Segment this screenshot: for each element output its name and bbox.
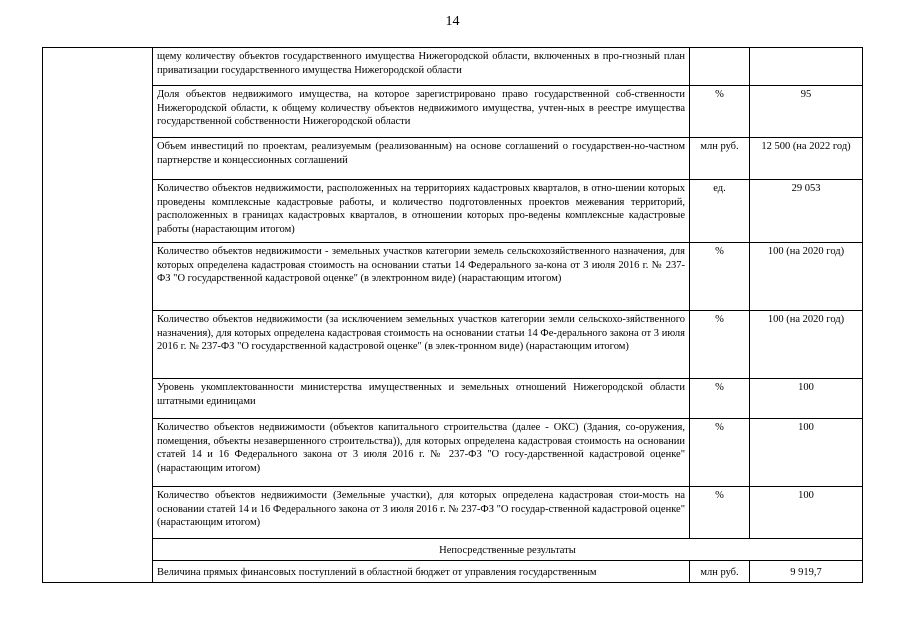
table-row [43, 86, 863, 138]
table-row [43, 419, 863, 487]
indicator-unit: ед. [690, 180, 750, 243]
indicator-unit: % [690, 243, 750, 311]
table-row [43, 48, 863, 86]
table-row [43, 561, 863, 583]
table-row [43, 138, 863, 180]
table-row [43, 379, 863, 419]
indicators-table [42, 47, 863, 583]
indicator-text: Количество объектов недвижимости (Земельные участки), для которых определена кадастровая стои-мость на основании статей 14 и 16 Федерального закона от 3 июля 2016 г. № 237-ФЗ "О государ-ственной кадастровой оценке" (нарастающим итогом) [153, 487, 690, 539]
table-row [43, 311, 863, 379]
indicator-text: щему количеству объектов государственного имущества Нижегородской области, включенных в про-гнозный план приватизации государственного имущества Нижегородской области [153, 48, 690, 86]
indicator-text: Количество объектов недвижимости - земельных участков категории земель сельскохозяйственного назначения, для которых определена кадастровая стоимость на основании статьи 14 Федерального за-кона от 3 июля 2016 г. № 237-ФЗ "О государственной кадастровой оценке" (в электронном виде) (нарастающим итогом) [153, 243, 690, 311]
table-row [43, 180, 863, 243]
page-number: 14 [445, 14, 460, 29]
left-cell [43, 48, 153, 583]
indicator-unit: % [690, 311, 750, 379]
indicator-value: 9 919,7 [750, 561, 863, 583]
indicator-text: Уровень укомплектованности министерства имущественных и земельных отношений Нижегородской области штатными единицами [153, 379, 690, 419]
section-row [43, 539, 863, 561]
indicator-value: 100 [750, 379, 863, 419]
indicator-text: Доля объектов недвижимого имущества, на которое зарегистрировано право государственной соб-ственности Нижегородской области, к общему количеству объектов недвижимого имущества, учтен-ных в реестре имущества государственной собственности Нижегородской области [153, 86, 690, 138]
indicator-unit: % [690, 419, 750, 487]
indicator-unit [690, 48, 750, 86]
indicator-unit: % [690, 86, 750, 138]
indicator-text: Объем инвестиций по проектам, реализуемым (реализованным) на основе соглашений о государствен-но-частном партнерстве и концессионных соглашений [153, 138, 690, 180]
indicator-value: 100 (на 2020 год) [750, 243, 863, 311]
indicator-value [750, 48, 863, 86]
indicator-value: 12 500 (на 2022 год) [750, 138, 863, 180]
section-header: Непосредственные результаты [153, 539, 863, 561]
indicator-unit: млн руб. [690, 138, 750, 180]
indicator-unit: % [690, 487, 750, 539]
indicator-value: 29 053 [750, 180, 863, 243]
table-row [43, 487, 863, 539]
indicator-value: 100 [750, 487, 863, 539]
indicator-unit: % [690, 379, 750, 419]
indicator-text: Количество объектов недвижимости (за исключением земельных участков категории земли сельскохо-зяйственного назначения), для которых определена кадастровая стоимость на основании статьи 14 Фе-дерального закона от 3 июля 2016 г. № 237-ФЗ "О государственной кадастровой оценке" (в элек-тронном виде) (нарастающим итогом) [153, 311, 690, 379]
indicator-text: Количество объектов недвижимости (объектов капитального строительства (далее - ОКС) (Здания, со-оружения, помещения, объекты незавершенного строительства)), для которых определена кадастровая стоимость на основании статей 14 и 16 Федерального закона от 3 июля 2016 г. № 237-ФЗ "О госу-дарственной кадастровой оценке" (нарастающим итогом) [153, 419, 690, 487]
indicator-value: 100 [750, 419, 863, 487]
indicator-unit: млн руб. [690, 561, 750, 583]
indicator-value: 95 [750, 86, 863, 138]
table-row [43, 243, 863, 311]
indicator-text: Величина прямых финансовых поступлений в областной бюджет от управления государственным [153, 561, 690, 583]
indicator-value: 100 (на 2020 год) [750, 311, 863, 379]
indicator-text: Количество объектов недвижимости, расположенных на территориях кадастровых кварталов, в отно-шении которых проведены комплексные кадастровые работы, и количество подготовленных проектов межевания территорий, расположенных в границах кадастровых кварталов, в отношении которых про-ведены комплексные кадастровые работы (нарастающим итогом) [153, 180, 690, 243]
